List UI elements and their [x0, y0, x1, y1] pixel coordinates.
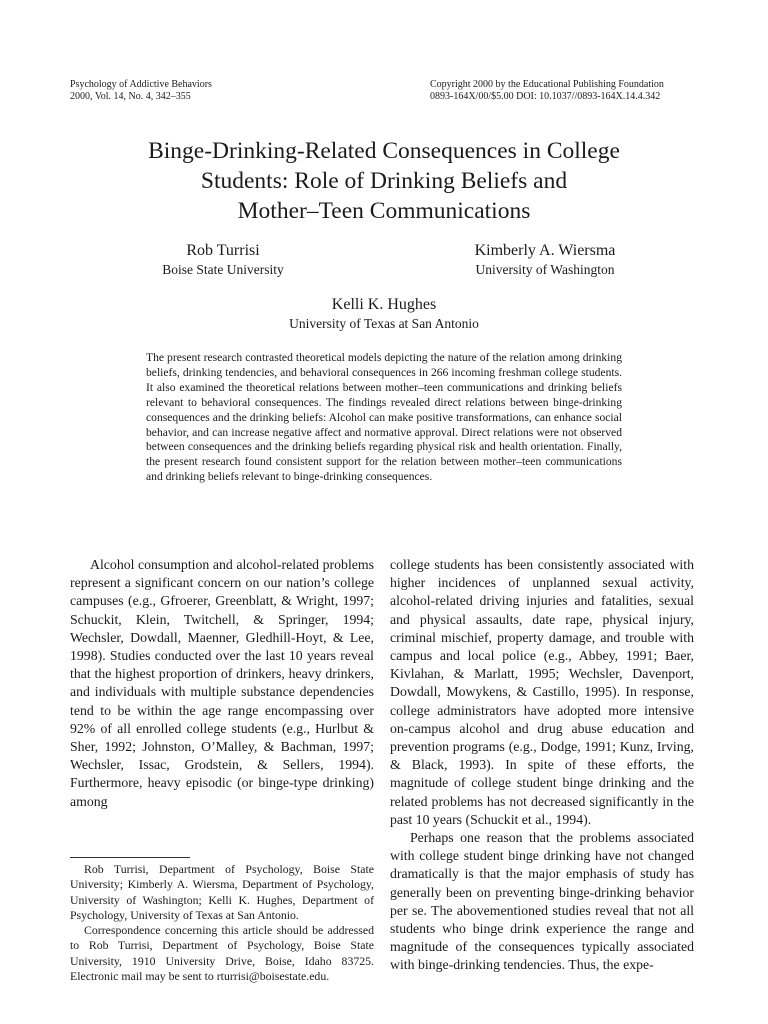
abstract: The present research contrasted theoretical models depicting the nature of the relation among drinking beliefs, drinking tendencies, and behavioral consequences in 266 incoming freshman college students. It also examined the theoretical relations between mother–teen communications and drinking beliefs relevant to behavioral consequences. The findings revealed direct relations between binge-drinking consequences and the drinking beliefs: Alcohol can make positive transformations, can enhance social behavior, and can increase negative affect and normative approval. Direct relations were not observed between consequences and the drinking beliefs regarding physical risk and health orientation. Finally, the present research found consistent support for the relation between mother–teen communications and drinking beliefs relevant to binge-drinking consequences.	[146, 351, 622, 484]
body-column-left	[70, 556, 374, 811]
author-affiliations-note: Rob Turrisi, Department of Psychology, Boise State University; Kimberly A. Wiersma, Department of Psychology, University of Washington; Kelli K. Hughes, Department of Psychology, University of Texas at San Antonio.	[70, 862, 374, 922]
author-block-1	[118, 241, 328, 278]
footnote-divider	[70, 857, 190, 858]
author-block-2	[425, 241, 665, 278]
title-line-2: Students: Role of Drinking Beliefs and	[200, 168, 568, 194]
author-affiliation: University of Washington	[475, 262, 615, 277]
author-affiliation: Boise State University	[162, 262, 284, 277]
body-paragraph: Perhaps one reason that the problems associated with college student binge drinking have not changed dramatically is that the major emphasis of study has generally been on preventing binge-drinking behavior per se. The abovementioned studies reveal that not all students who binge drink experience the range and magnitude of the consequences typically associated with binge-drinking tendencies. Thus, the expe-	[390, 830, 694, 973]
body-column-right	[390, 556, 694, 975]
author-note	[70, 862, 374, 984]
copyright-notice: Copyright 2000 by the Educational Publishing Foundation	[430, 79, 664, 90]
doi-line: 0893-164X/00/$5.00 DOI: 10.1037//0893-164X.14.4.342	[430, 91, 661, 102]
author-block-3	[200, 295, 568, 332]
title-line-1: Binge-Drinking-Related Consequences in College	[148, 138, 620, 164]
title-line-3: Mother–Teen Communications	[237, 198, 531, 224]
article-title	[70, 136, 698, 226]
author-name: Kelli K. Hughes	[331, 296, 437, 313]
body-paragraph-continued: college students has been consistently associated with higher incidences of unplanned sexual activity, alcohol-related driving injuries and fatalities, sexual and physical assaults, date rape, physical injury, criminal mischief, property damage, and trouble with campus and local police (e.g., Abbey, 1991; Baer, Kivlahan, & Marlatt, 1995; Wechsler, Davenport, Dowdall, Mowykens, & Castillo, 1995). In response, college administrators have adopted more intensive on-campus alcohol and drug abuse education and prevention programs (e.g., Dodge, 1991; Kunz, Irving, & Black, 1993). In spite of these efforts, the magnitude of college student binge drinking and the related problems has not decreased significantly in the past 10 years (Schuckit et al., 1994).	[390, 557, 694, 827]
copyright-block	[430, 79, 664, 103]
body-paragraph: Alcohol consumption and alcohol-related problems represent a significant concern on our nation’s college campuses (e.g., Gfroerer, Greenblatt, & Wright, 1997; Schuckit, Klein, Twitchell, & Springer, 1994; Wechsler, Dowdall, Maenner, Gledhill-Hoyt, & Lee, 1998). Studies conducted over the last 10 years reveal that the highest proportion of drinkers, heavy drinkers, and individuals with multiple substance dependencies tend to be within the age range encompassing over 92% of all enrolled college students (e.g., Hurlbut & Sher, 1992; Johnston, O’Malley, & Bachman, 1997; Wechsler, Issac, Grodstein, & Sellers, 1994). Furthermore, heavy episodic (or binge-type drinking) among	[70, 557, 374, 809]
journal-citation	[70, 79, 212, 103]
author-name: Kimberly A. Wiersma	[474, 242, 616, 259]
journal-name: Psychology of Addictive Behaviors	[70, 79, 212, 90]
author-name: Rob Turrisi	[186, 242, 260, 259]
author-affiliation: University of Texas at San Antonio	[289, 316, 479, 331]
correspondence-note: Correspondence concerning this article should be addressed to Rob Turrisi, Department of Psychology, Boise State University, 1910 University Drive, Boise, Idaho 83725. Electronic mail may be sent to rturrisi@boisestate.edu.	[70, 923, 374, 984]
journal-volume: 2000, Vol. 14, No. 4, 342–355	[70, 91, 191, 102]
